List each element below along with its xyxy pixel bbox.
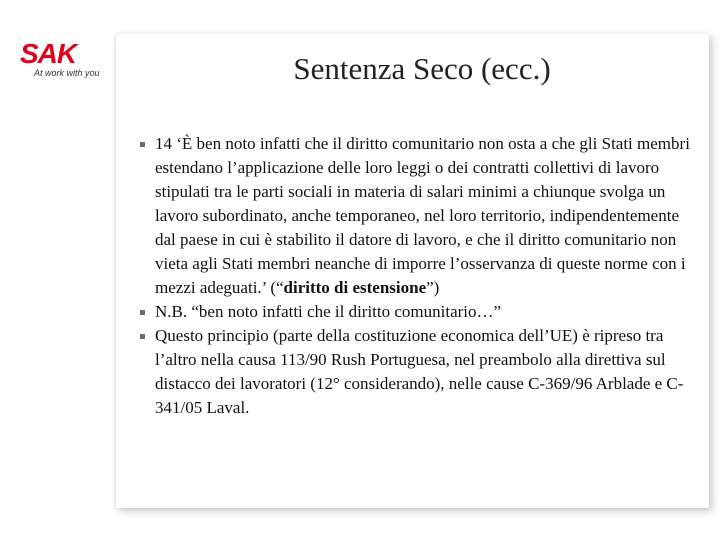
bullet-text: 14 ‘È ben noto infatti che il diritto comunitario non osta a che gli Stati membri estendano l’applicazione delle loro leggi o dei contratti collettivi di lavoro stipulati tra le parti sociali in materia di salari minimi a chiunque svolga un lavoro subordinato, anche temporaneo, nel loro territorio, indipendentemente dal paese in cui è stabilito il datore di lavoro, e che il diritto comunitario non vieta agli Stati membri neanche di imporre l’osservanza di queste norme con i mezzi adeguati.’ (“diritto di estensione”)	[155, 134, 690, 297]
bullet-square-icon	[140, 310, 145, 315]
bullet-text: Questo principio (parte della costituzione economica dell’UE) è ripreso tra l’altro nella causa 113/90 Rush Portuguesa, nel preambolo alla direttiva sul distacco dei lavoratori (12° considerando), nelle cause C-369/96 Arblade e C-341/05 Laval.	[155, 326, 684, 417]
logo-tagline: At work with you	[34, 68, 100, 78]
sak-logo	[20, 40, 120, 82]
bullet-item	[135, 300, 700, 324]
bold-term: diritto di estensione	[283, 278, 427, 297]
bullet-item	[135, 132, 700, 300]
bullet-square-icon	[140, 334, 145, 339]
bullet-item	[135, 324, 700, 420]
logo-wordmark: SAK	[20, 38, 77, 69]
bullet-text: N.B. “ben noto infatti che il diritto comunitario…”	[155, 302, 502, 321]
bullet-list	[135, 132, 700, 420]
slide-title: Sentenza Seco (ecc.)	[293, 51, 551, 86]
bullet-square-icon	[140, 142, 145, 147]
